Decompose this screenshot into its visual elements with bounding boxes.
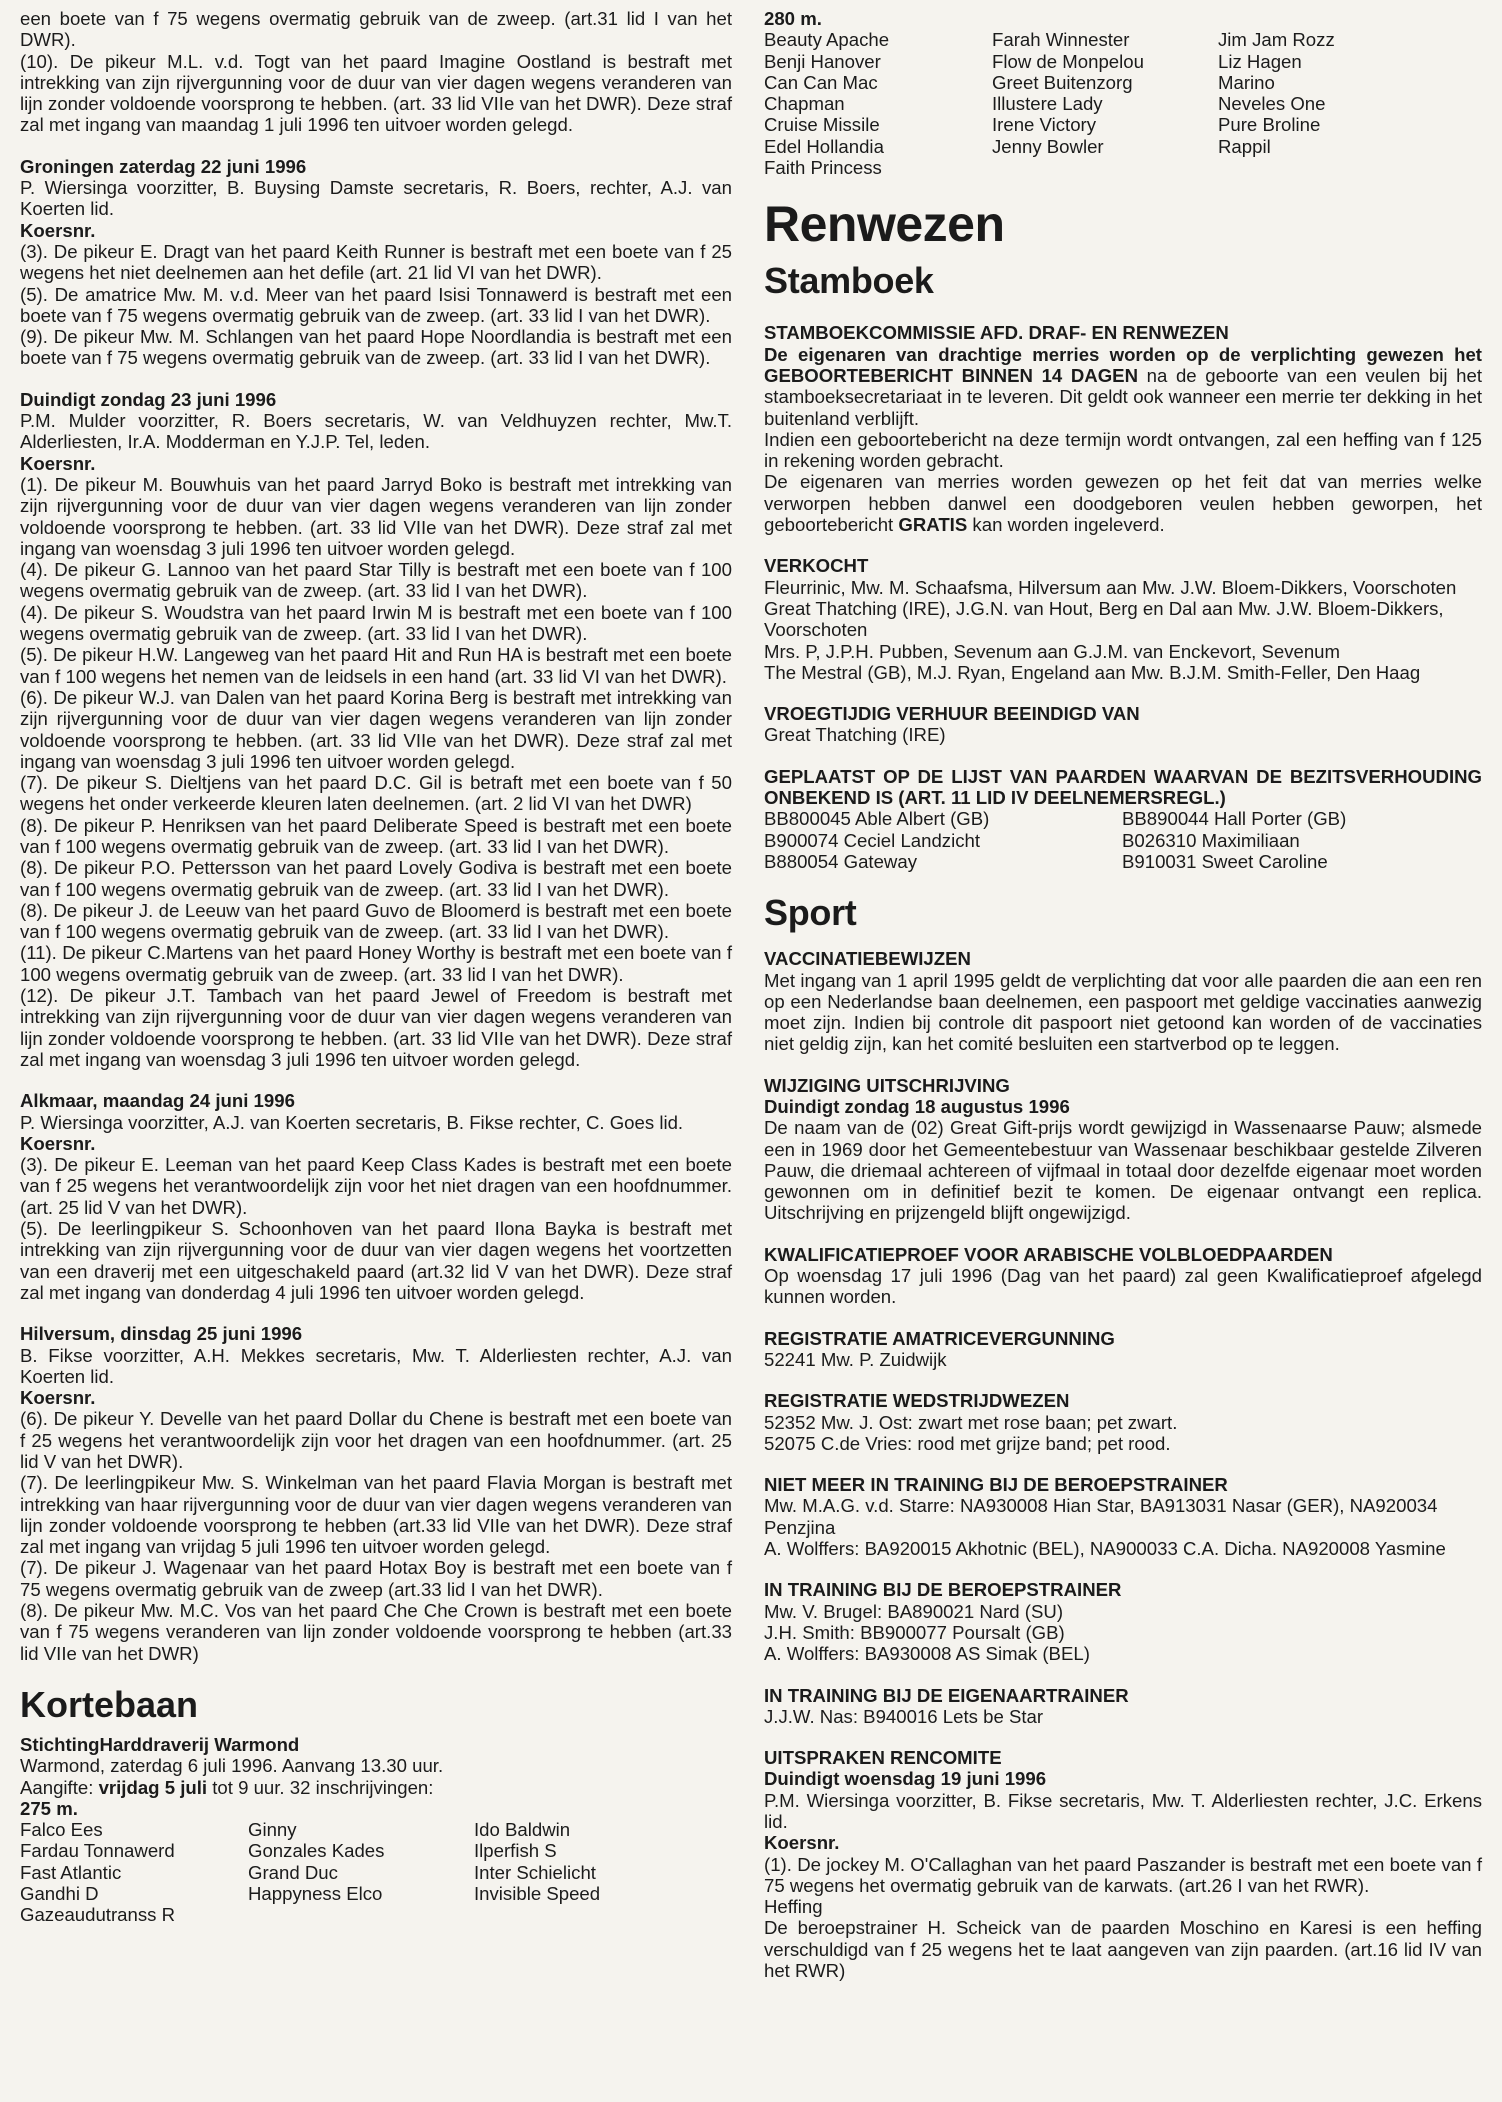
vacc-text: Met ingang van 1 april 1995 geldt de verplichting dat voor alle paarden die aan een ren op een Nederlandse baan deelnemen, een paspoort met geldige vaccinaties aanwezig moet zijn. Indien bij controle dit paspoort niet getoond kan worden of de vaccinaties niet geldig zijn, kan het comité besluiten een startverbod op te leggen. <box>764 969 1482 1055</box>
ruling-item: (1). De jockey M. O'Callaghan van het paard Paszander is bestraft met een boete van f 75 wegens het overmatig gebruik van de karwats. (art.26 I van het RWR). <box>764 1853 1482 1896</box>
geplaatst-item: B880054 Gateway <box>764 850 917 872</box>
ruling-item: (1). De pikeur M. Bouwhuis van het paard Jarryd Boko is bestraft met intrekking van zijn rijvergunning voor de duur van vier dagen wegens veranderen van lijn zonder voldoende voorsprong te hebben. (art. 33 lid VIIe van het DWR). Deze straf zal met ingang van woensdag 3 juli 1996 ten uitvoer worden gelegd. <box>20 473 732 559</box>
reg-amatrice-section <box>764 1328 1482 1371</box>
verhuur-section <box>764 703 1482 746</box>
horse-name: Pure Broline <box>1218 114 1321 136</box>
horse-name: Can Can Mac <box>764 71 878 93</box>
geplaatst-section <box>764 766 1482 872</box>
kwalificatie-text: Op woensdag 17 juli 1996 (Dag van het paard) zal geen Kwalificatieproef afgelegd kunnen worden. <box>764 1265 1482 1308</box>
horse-name: Farah Winnester <box>992 29 1130 51</box>
ruling-item: (4). De pikeur S. Woudstra van het paard Irwin M is bestraft met een boete van f 100 wegens overmatig gebruik van de zweep. (art. 33 lid I van het DWR). <box>20 601 732 645</box>
kwalificatie-section <box>764 1244 1482 1308</box>
ruling-item: (6). De pikeur Y. Develle van het paard Dollar du Chene is bestraft met een boete van f 25 wegens het verantwoordelijk zijn voor het dragen van een hoofdnummer. (art. 25 lid V van het DWR). <box>20 1408 732 1472</box>
niet-meer-item: A. Wolffers: BA920015 Akhotnic (BEL), NA900033 C.A. Dicha. NA920008 Yasmine <box>764 1538 1446 1560</box>
ruling-item: (8). De pikeur P.O. Pettersson van het paard Lovely Godiva is bestraft met een boete van f 100 wegens overmatig gebruik van de zweep. (art. 33 lid I van het DWR). <box>20 857 732 900</box>
in-training-item: Mw. V. Brugel: BA890021 Nard (SU) <box>764 1600 1064 1622</box>
horse-name: Cruise Missile <box>764 114 880 136</box>
horse-name: Jenny Bowler <box>992 135 1104 157</box>
horse-name: Grand Duc <box>248 1861 338 1883</box>
geplaatst-item: B900074 Ceciel Landzicht <box>764 829 981 851</box>
horse-name: Fast Atlantic <box>20 1861 122 1883</box>
eigenaar-item: J.J.W. Nas: B940016 Lets be Star <box>764 1705 1044 1727</box>
stamboek-gratis: GRATIS <box>898 514 968 536</box>
verkocht-item: Great Thatching (IRE), J.G.N. van Hout, Berg en Dal aan Mw. J.W. Bloem-Dikkers, Voorschoten <box>764 597 1444 641</box>
section-title: UITSPRAKEN RENCOMITE <box>764 1747 1002 1769</box>
intro-paragraph: (10). De pikeur M.L. v.d. Togt van het paard Imagine Oostland is bestraft met intrekking van zijn rijvergunning voor de duur van vier dagen wegens veranderen van lijn zonder voldoende voorsprong te hebben. (art. 33 lid VIIe van het DWR). Deze straf zal met ingang van maandag 1 juli 1996 ten uitvoer worden gelegd. <box>20 50 732 136</box>
niet-meer-item: Mw. M.A.G. v.d. Starre: NA930008 Hian Star, BA913031 Nasar (GER), NA920034 Penzjina <box>764 1495 1438 1538</box>
horse-name: Falco Ees <box>20 1819 103 1841</box>
horse-name: Gazeaudutranss R <box>20 1904 176 1926</box>
aangifte-rest: tot 9 uur. 32 inschrijvingen: <box>207 1776 434 1798</box>
kortebaan-aangifte <box>20 1777 732 1798</box>
ruling-item: (6). De pikeur W.J. van Dalen van het paard Korina Berg is bestraft met intrekking van zijn rijvergunning voor de duur van vier dagen wegens veranderen van lijn zonder voldoende voorsprong te hebben. (art. 33 lid VIIe van het DWR). Deze straf zal met ingang van woensdag 3 juli 1996 ten uitvoer worden gelegd. <box>20 686 732 772</box>
ruling-item: (3). De pikeur E. Leeman van het paard Keep Class Kades is bestraft met een boete van f 25 wegens het verantwoordelijk zijn voor het niet dragen van een hoofdnummer. (art. 25 lid V van het DWR). <box>20 1154 732 1218</box>
horse-name: Jim Jam Rozz <box>1218 29 1335 51</box>
horse-name: Happyness Elco <box>248 1883 383 1905</box>
horse-name: Faith Princess <box>764 157 882 179</box>
in-training-item: A. Wolffers: BA930008 AS Simak (BEL) <box>764 1643 1090 1665</box>
niet-meer-section <box>764 1474 1482 1559</box>
meeting-hilversum <box>20 1323 732 1664</box>
horse-name: Liz Hagen <box>1218 50 1302 72</box>
stamboek-paragraph <box>764 471 1482 535</box>
meeting-title: Groningen zaterdag 22 juni 1996 <box>20 155 307 177</box>
wijziging-section <box>764 1075 1482 1224</box>
left-column <box>20 8 732 1926</box>
kortebaan-section <box>20 1684 732 1926</box>
wijziging-text: De naam van de (02) Great Gift-prijs wordt gewijzigd in Wassenaarse Pauw; alsmede een in 1969 door het Gemeentebestuur van Wassenaar beschikbaar gestelde Zilveren Pauw, die driemaal achtereen of vijfmaal in totaal door dezelfde eigenaar moet worden gewonnen om in definitief bezit te komen. De eigenaar ontvangt een replica. Uitschrijving en prijzengeld blijft ongewijzigd. <box>764 1117 1482 1224</box>
geplaatst-item: BB800045 Able Albert (GB) <box>764 808 990 830</box>
kortebaan-heading: Kortebaan <box>20 1683 199 1725</box>
section-title: KWALIFICATIEPROEF VOOR ARABISCHE VOLBLOEDPAARDEN <box>764 1243 1333 1265</box>
horse-list <box>764 29 1482 178</box>
ruling-item: (8). De pikeur Mw. M.C. Vos van het paard Che Che Crown is bestraft met een boete van f 75 wegens veranderen van lijn zonder voldoende voorsprong te hebben (art.33 lid VIIe van het DWR) <box>20 1600 732 1664</box>
reg-wedstrijd-item: 52352 Mw. J. Ost: zwart met rose baan; pet zwart. <box>764 1411 1178 1433</box>
meeting-officials: P.M. Mulder voorzitter, R. Boers secretaris, W. van Veldhuyzen rechter, Mw.T. Alderliesten, Ir.A. Modderman en Y.J.P. Tel, leden. <box>20 410 732 453</box>
aangifte-date: vrijdag 5 juli <box>98 1776 208 1798</box>
stamboek-text: kan worden ingeleverd. <box>967 514 1165 536</box>
verkocht-item: The Mestral (GB), M.J. Ryan, Engeland aan Mw. B.J.M. Smith-Feller, Den Haag <box>764 661 1421 683</box>
meeting-officials: P. Wiersinga voorzitter, A.J. van Koerten secretaris, B. Fikse rechter, C. Goes lid. <box>20 1111 684 1133</box>
heffing-text: De beroepstrainer H. Scheick van de paarden Moschino en Karesi is een heffing verschuldigd van f 25 wegens het te laat aangeven van zijn paarden. (art.16 lid IV van het RWR) <box>764 1917 1482 1982</box>
heffing-label: Heffing <box>764 1896 823 1918</box>
distance-label: 275 m. <box>20 1797 78 1819</box>
right-column <box>764 8 1482 1981</box>
meeting-officials: P.M. Wiersinga voorzitter, B. Fikse secretaris, Mw. T. Alderliesten rechter, J.C. Erkens lid. <box>764 1789 1482 1832</box>
eigenaar-section <box>764 1685 1482 1728</box>
horse-name: Gandhi D <box>20 1883 99 1905</box>
horse-name: Chapman <box>764 93 845 115</box>
stamboek-paragraph: Indien een geboortebericht na deze termijn wordt ontvangen, zal een heffing van f 125 in rekening worden gebracht. <box>764 428 1482 472</box>
horse-name: Ginny <box>248 1819 297 1841</box>
horse-name: Edel Hollandia <box>764 135 884 157</box>
ruling-item: (7). De pikeur S. Dieltjens van het paard D.C. Gil is betraft met een boete van f 50 wegens het onder verkeerde kleuren laten deelnemen. (art. 2 lid VI van het DWR) <box>20 772 732 815</box>
ruling-item: (5). De amatrice Mw. M. v.d. Meer van het paard Isisi Tonnawerd is bestraft met een boete van f 75 wegens overmatig gebruik van de zweep. (art. 33 lid I van het DWR). <box>20 283 732 326</box>
horse-name: Ilperfish S <box>474 1840 557 1862</box>
verhuur-item: Great Thatching (IRE) <box>764 724 946 746</box>
section-title: GEPLAATST OP DE LIJST VAN PAARDEN WAARVAN DE BEZITSVERHOUDING ONBEKEND IS (ART. 11 LID IV DEELNEMERSREGL.) <box>764 765 1482 809</box>
ruling-item: (3). De pikeur E. Dragt van het paard Keith Runner is bestraft met een boete van f 25 wegens het niet deelnemen aan het defile (art. 21 lid VI van het DWR). <box>20 240 732 284</box>
in-training-section <box>764 1579 1482 1664</box>
geplaatst-item: B026310 Maximiliaan <box>1122 829 1300 851</box>
koersnr-label: Koersnr. <box>20 1387 96 1409</box>
ruling-item: (8). De pikeur J. de Leeuw van het paard Guvo de Bloomerd is bestraft met een boete van f 100 wegens overmatig gebruik van de zweep. (art. 33 lid I van het DWR). <box>20 899 732 943</box>
aangifte-label: Aangifte: <box>20 1776 99 1798</box>
horse-name: Marino <box>1218 71 1275 93</box>
ruling-item: (7). De pikeur J. Wagenaar van het paard Hotax Boy is bestraft met een boete van f 75 wegens overmatig gebruik van de zweep (art.33 lid I van het DWR). <box>20 1557 732 1600</box>
stamboek-heading: Stamboek <box>764 260 934 302</box>
meeting-groningen <box>20 156 732 369</box>
meeting-duindigt <box>20 389 732 1071</box>
in-training-item: J.H. Smith: BB900077 Poursalt (GB) <box>764 1621 1065 1643</box>
horse-name: Invisible Speed <box>474 1883 601 1905</box>
reg-amatrice-item: 52241 Mw. P. Zuidwijk <box>764 1348 947 1370</box>
section-title: VROEGTIJDIG VERHUUR BEEINDIGD VAN <box>764 703 1140 725</box>
ruling-item: (8). De pikeur P. Henriksen van het paard Deliberate Speed is bestraft met een boete van f 100 wegens overmatig gebruik van de zweep. (art. 33 lid I van het DWR). <box>20 814 732 857</box>
meeting-alkmaar <box>20 1090 732 1303</box>
horse-name: Benji Hanover <box>764 50 881 72</box>
horse-name: Greet Buitenzorg <box>992 71 1133 93</box>
horse-name: Fardau Tonnawerd <box>20 1840 175 1862</box>
stamboek-rest: na de geboorte van een veulen bij het stamboeksecretariaat in te leveren. Dit geldt ook wanneer een merrie ter dekking in het buitenland verblijft. <box>764 364 1482 429</box>
horse-name: Flow de Monpelou <box>992 50 1144 72</box>
reg-wedstrijd-section <box>764 1390 1482 1454</box>
uitspraken-section <box>764 1747 1482 1981</box>
horse-name: Rappil <box>1218 135 1271 157</box>
meeting-officials: B. Fikse voorzitter, A.H. Mekkes secretaris, Mw. T. Alderliesten rechter, A.J. van Koerten lid. <box>20 1344 732 1387</box>
intro-paragraph: een boete van f 75 wegens overmatig gebruik van de zweep. (art.31 lid I van het DWR). <box>20 8 732 51</box>
horse-list <box>20 1819 732 1925</box>
sport-heading: Sport <box>764 892 857 934</box>
verkocht-item: Fleurrinic, Mw. M. Schaafsma, Hilversum aan Mw. J.W. Bloem-Dikkers, Voorschoten <box>764 576 1457 598</box>
horse-name: Ido Baldwin <box>474 1819 571 1841</box>
stamboek-text: De eigenaren van merries worden gewezen op het feit dat van merries welke verworpen hebben danwel een doodgeboren veulen hebben geworpen, het geboortebericht <box>764 471 1482 536</box>
koersnr-label: Koersnr. <box>20 219 96 241</box>
kortebaan-line: Warmond, zaterdag 6 juli 1996. Aanvang 13.30 uur. <box>20 1755 444 1777</box>
ruling-item: (12). De pikeur J.T. Tambach van het paard Jewel of Freedom is bestraft met intrekking van zijn rijvergunning voor de duur van vier dagen wegens veranderen van lijn zonder voldoende voorsprong te hebben. (art. 33 lid VIIe van het DWR). Deze straf zal met ingang van woensdag 3 juli 1996 ten uitvoer worden gelegd. <box>20 985 732 1070</box>
koersnr-label: Koersnr. <box>764 1832 840 1854</box>
verkocht-section <box>764 555 1482 683</box>
section-title: NIET MEER IN TRAINING BIJ DE BEROEPSTRAINER <box>764 1474 1228 1496</box>
stamboek-section <box>764 322 1482 535</box>
koersnr-label: Koersnr. <box>20 452 96 474</box>
verkocht-item: Mrs. P, J.P.H. Pubben, Sevenum aan G.J.M. van Enckevort, Sevenum <box>764 640 1340 662</box>
geplaatst-item: B910031 Sweet Caroline <box>1122 850 1328 872</box>
section-title: VERKOCHT <box>764 555 869 577</box>
section-title: REGISTRATIE AMATRICEVERGUNNING <box>764 1327 1115 1349</box>
section-title: STAMBOEKCOMMISSIE AFD. DRAF- EN RENWEZEN <box>764 322 1229 344</box>
horse-name: Illustere Lady <box>992 93 1103 115</box>
distance-label: 280 m. <box>764 8 822 29</box>
horse-name: Inter Schielicht <box>474 1861 596 1883</box>
section-title: IN TRAINING BIJ DE EIGENAARTRAINER <box>764 1684 1129 1706</box>
stamboek-bold: De eigenaren van drachtige merries worden op de verplichting gewezen het GEBOORTEBERICHT BINNEN 14 DAGEN <box>764 343 1482 386</box>
section-subtitle: Duindigt woensdag 19 juni 1996 <box>764 1768 1047 1790</box>
ruling-item: (4). De pikeur G. Lannoo van het paard Star Tilly is bestraft met een boete van f 100 wegens overmatig gebruik van de zweep. (art. 33 lid I van het DWR). <box>20 559 732 602</box>
ruling-item: (5). De pikeur H.W. Langeweg van het paard Hit and Run HA is bestraft met een boete van f 100 wegens het nemen van de leidsels in een hand (art. 33 lid VI van het DWR). <box>20 644 732 687</box>
horse-name: Beauty Apache <box>764 29 890 51</box>
geplaatst-list <box>764 808 1482 872</box>
meeting-title: Duindigt zondag 23 juni 1996 <box>20 388 277 410</box>
koersnr-label: Koersnr. <box>20 1132 96 1154</box>
horse-name: Irene Victory <box>992 114 1097 136</box>
horse-name: Neveles One <box>1218 93 1326 115</box>
meeting-officials: P. Wiersinga voorzitter, B. Buysing Damste secretaris, R. Boers, rechter, A.J. van Koerten lid. <box>20 177 732 220</box>
stamboek-paragraph <box>764 344 1482 429</box>
section-title: IN TRAINING BIJ DE BEROEPSTRAINER <box>764 1579 1122 1601</box>
ruling-item: (11). De pikeur C.Martens van het paard Honey Worthy is bestraft met een boete van f 100 wegens overmatig gebruik van de zweep. (art. 33 lid I van het DWR). <box>20 942 732 985</box>
horse-name: Gonzales Kades <box>248 1840 385 1862</box>
ruling-item: (7). De leerlingpikeur Mw. S. Winkelman van het paard Flavia Morgan is bestraft met intrekking van haar rijvergunning voor de duur van vier dagen wegens veranderen van lijn zonder voldoende voorsprong te hebben (art.33 lid VIIe van het DWR). Deze straf zal met ingang van vrijdag 5 juli 1996 ten uitvoer worden gelegd. <box>20 1472 732 1558</box>
ruling-item: (9). De pikeur Mw. M. Schlangen van het paard Hope Noordlandia is bestraft met een boete van f 75 wegens overmatig gebruik van de zweep. (art. 33 lid I van het DWR). <box>20 326 732 369</box>
vacc-section <box>764 948 1482 1054</box>
geplaatst-item: BB890044 Hall Porter (GB) <box>1122 808 1347 830</box>
meeting-title: Alkmaar, maandag 24 juni 1996 <box>20 1090 295 1112</box>
reg-wedstrijd-item: 52075 C.de Vries: rood met grijze band; pet rood. <box>764 1432 1171 1454</box>
section-title: REGISTRATIE WEDSTRIJDWEZEN <box>764 1390 1070 1412</box>
ruling-item: (5). De leerlingpikeur S. Schoonhoven van het paard Ilona Bayka is bestraft met intrekking van zijn rijvergunning voor de duur van vier dagen wegens het voortzetten van een draverij met een uitgeschakeld paard (art.32 lid V van het DWR). Deze straf zal met ingang van donderdag 4 juli 1996 ten uitvoer worden gelegd. <box>20 1218 732 1303</box>
section-title: VACCINATIEBEWIJZEN <box>764 948 971 970</box>
meeting-title: Hilversum, dinsdag 25 juni 1996 <box>20 1323 303 1345</box>
section-subtitle: Duindigt zondag 18 augustus 1996 <box>764 1095 1070 1117</box>
section-title: WIJZIGING UITSCHRIJVING <box>764 1074 1010 1096</box>
kortebaan-org: StichtingHarddraverij Warmond <box>20 1733 300 1755</box>
renwezen-heading: Renwezen <box>764 196 1005 253</box>
